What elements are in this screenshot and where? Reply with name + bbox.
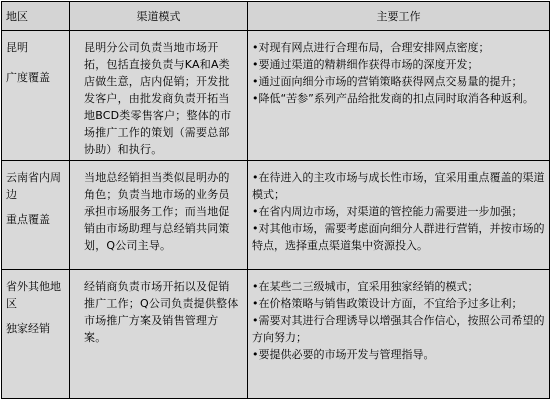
work-item: •需要对其进行合理诱导以增强其合作信心，按照公司希望的方向努力； [252,314,545,344]
main-work-cell [248,31,550,161]
header-main-work: 主要工作 [248,2,550,31]
region-name: 省外其他地区 [6,280,61,310]
work-item: •在省内周边市场，对渠道的管控能力需要进一步加强； [252,205,523,218]
region-cell [2,270,70,399]
table-row [2,270,550,399]
header-region: 地区 [2,2,70,31]
table-row [2,31,550,161]
channel-mode-table [1,1,550,399]
coverage-type: 广度覆盖 [6,71,50,84]
channel-mode-cell: 昆明分公司负责当地市场开拓，包括直接负责与KA和A类店做生意，店内促销；开发批发客户，由批发商负责开拓当地BCD类零售客户；整体的市场推广工作的策划（需要总部协助）和执行。 [70,31,248,161]
coverage-type: 独家经销 [6,322,50,335]
channel-mode-cell: 经销商负责市场开拓以及促销推广工作；Q公司负责提供整体市场推广方案及销售管理方案。 [70,270,248,399]
work-item: •通过面向细分市场的营销策略获得网点交易量的提升； [252,75,523,88]
main-work-cell [248,270,550,399]
region-cell [2,31,70,161]
region-name: 昆明 [6,41,28,54]
work-item: •要通过渠道的精耕细作获得市场的深度开发； [252,58,479,71]
work-item: •要提供必要的市场开发与管理指导。 [252,348,435,361]
header-channel-mode: 渠道模式 [70,2,248,31]
work-item: •对其他市场，需要考虑面向细分人群进行营销，并按市场的特点，选择重点渠道集中资源投入。 [252,222,545,252]
coverage-type: 重点覆盖 [6,213,50,226]
region-cell [2,161,70,270]
channel-mode-table-container [1,1,549,398]
work-item: •在某些二三级城市，宜采用独家经销的模式； [252,280,479,293]
main-work-cell [248,161,550,270]
work-item: •在待进入的主攻市场与成长性市场，宜采用重点覆盖的渠道模式； [252,171,545,201]
channel-mode-cell: 当地总经销担当类似昆明办的角色；负责当地市场的业务员承担市场服务工作；而当地促销由市场助理与总经销共同策划，Q公司主导。 [70,161,248,270]
work-item: •对现有网点进行合理布局，合理安排网点密度； [252,41,490,54]
work-item: •降低“苦参”系列产品给批发商的扣点同时取消各种返利。 [252,92,534,105]
table-row [2,161,550,270]
region-name: 云南省内周边 [6,171,61,201]
work-item: •在价格策略与销售政策设计方面，不宜给予过多让利； [252,297,523,310]
table-header-row [2,2,550,31]
